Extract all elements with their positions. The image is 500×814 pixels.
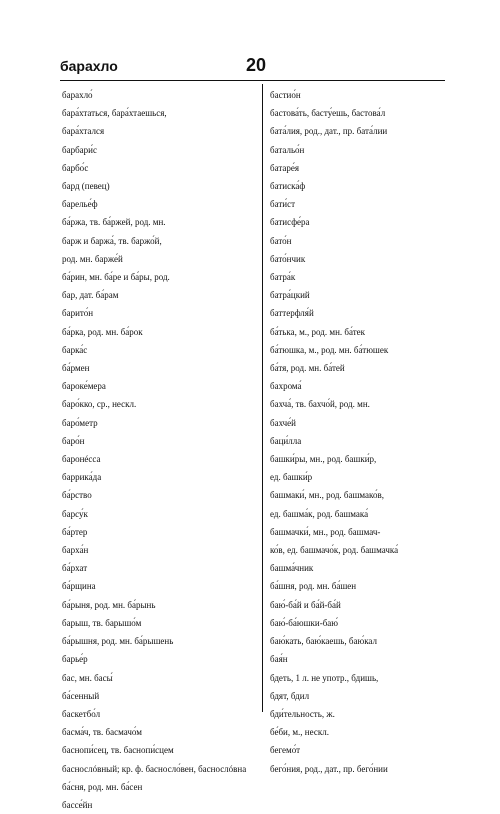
dictionary-line: род. мн. барже́й bbox=[62, 253, 123, 264]
dictionary-line: башмаки́, мн., род. башмако́в, bbox=[270, 490, 384, 501]
dictionary-line: барсу́к bbox=[62, 508, 88, 519]
dictionary-line: баррика́да bbox=[62, 472, 102, 483]
dictionary-line: бди́тельность, ж. bbox=[270, 708, 335, 719]
dictionary-line: барка́с bbox=[62, 344, 88, 355]
dictionary-line: ба́рство bbox=[62, 490, 92, 501]
dictionary-line: бассе́йн bbox=[62, 799, 93, 810]
dictionary-line: ба́рышня, род. мн. ба́рышень bbox=[62, 636, 174, 647]
dictionary-line: барито́н bbox=[62, 308, 94, 319]
dictionary-line: батра́к bbox=[270, 272, 296, 283]
dictionary-line: бата́лия, род., дат., пр. бата́лии bbox=[270, 126, 388, 137]
dictionary-line: баскетбо́л bbox=[62, 708, 101, 719]
dictionary-line: ед. башма́к, род. башмака́ bbox=[270, 508, 369, 519]
dictionary-line: бар, дат. ба́рам bbox=[62, 290, 119, 301]
dictionary-line: бароке́мера bbox=[62, 381, 106, 392]
dictionary-line: бая́н bbox=[270, 654, 288, 665]
dictionary-line: бас, мн. басы́ bbox=[62, 672, 113, 683]
dictionary-line: барелье́ф bbox=[62, 199, 98, 210]
dictionary-line: баци́лла bbox=[270, 435, 302, 446]
dictionary-line: ба́тюшка, м., род. мн. ба́тюшек bbox=[270, 344, 389, 355]
dictionary-line: ба́рмен bbox=[62, 363, 90, 374]
dictionary-line: баронéсса bbox=[62, 454, 101, 465]
dictionary-line: ба́сенный bbox=[62, 690, 100, 701]
dictionary-line: барж и баржа́, тв. баржо́й, bbox=[62, 235, 162, 246]
dictionary-line: ба́ртер bbox=[62, 526, 88, 537]
dictionary-line: ед. башки́р bbox=[270, 472, 313, 483]
dictionary-line: бе́би, м., нескл. bbox=[270, 727, 329, 738]
page-number: 20 bbox=[246, 55, 267, 75]
dictionary-line: бато́нчик bbox=[270, 253, 306, 264]
dictionary-line: бдят, бдил bbox=[270, 690, 310, 701]
dictionary-line: батаре́я bbox=[270, 162, 300, 173]
dictionary-line: бахча́, тв. бахчо́й, род. мн. bbox=[270, 399, 370, 410]
dictionary-line: басма́ч, тв. басмачо́м bbox=[62, 727, 142, 738]
dictionary-line: барыш, тв. барышо́м bbox=[62, 617, 142, 628]
dictionary-line: бастио́н bbox=[270, 90, 301, 100]
header-guide-word: барахло bbox=[60, 58, 118, 74]
dictionary-line: баснослóвный; кр. ф. басносло́вен, баснослóвна bbox=[62, 763, 247, 774]
dictionary-line: башма́чник bbox=[270, 563, 314, 574]
dictionary-line: бдеть, 1 л. не употр., бдишь, bbox=[270, 672, 379, 683]
dictionary-line: ба́рхат bbox=[62, 563, 88, 574]
dictionary-line: башки́ры, мн., род. башки́р, bbox=[270, 454, 377, 465]
dictionary-line: бахрома́ bbox=[270, 381, 302, 392]
column-divider bbox=[262, 84, 263, 712]
dictionary-line: ба́сня, род. мн. ба́сен bbox=[62, 781, 143, 792]
dictionary-line: батра́цкий bbox=[270, 290, 310, 301]
dictionary-line: бего́ния, род., дат., пр. бего́нии bbox=[270, 763, 388, 774]
left-column bbox=[62, 86, 262, 814]
dictionary-line: барбари́с bbox=[62, 144, 97, 155]
dictionary-line: баттерфля́й bbox=[270, 308, 314, 319]
dictionary-line: ба́рин, мн. ба́ре и ба́ры, род. bbox=[62, 272, 170, 283]
dictionary-line: батальо́н bbox=[270, 144, 305, 155]
dictionary-line: ба́рщина bbox=[62, 581, 96, 592]
dictionary-line: ко́в, ед. башмачо́к, род. башмачка́ bbox=[270, 545, 399, 556]
dictionary-line: бати́ст bbox=[270, 199, 296, 210]
dictionary-line: баю́-ба́й и ба́й-ба́й bbox=[270, 599, 341, 610]
dictionary-line: бард (певец) bbox=[62, 181, 110, 192]
dictionary-line: баю́-ба́юшки-баю́ bbox=[270, 617, 339, 628]
dictionary-line: ба́тя, род. мн. ба́тей bbox=[270, 363, 345, 374]
dictionary-line: ба́шня, род. мн. ба́шен bbox=[270, 581, 357, 592]
dictionary-line: батисфе́ра bbox=[270, 217, 310, 228]
dictionary-line: баро́метр bbox=[62, 417, 98, 428]
dictionary-line: ба́рка, род. мн. ба́рок bbox=[62, 326, 143, 337]
right-column bbox=[270, 86, 470, 778]
dictionary-line: бастова́ть, басту́ешь, бастова́л bbox=[270, 108, 386, 119]
dictionary-line: бахче́й bbox=[270, 417, 296, 428]
dictionary-line: башмачки́, мн., род. башмач- bbox=[270, 526, 381, 537]
dictionary-line: барахло́ bbox=[62, 90, 93, 100]
dictionary-line: ба́тька, м., род. мн. ба́тек bbox=[270, 326, 366, 337]
dictionary-line: барье́р bbox=[62, 654, 88, 665]
dictionary-line: бато́н bbox=[270, 235, 292, 246]
dictionary-line: бара́хтаться, бара́хтаешься, bbox=[62, 108, 167, 119]
dictionary-line: бегемо́т bbox=[270, 745, 301, 756]
dictionary-line: ба́ржа, тв. ба́ржей, род. мн. bbox=[62, 217, 166, 228]
dictionary-line: баро́кко, ср., нескл. bbox=[62, 399, 137, 410]
dictionary-line: барбо́с bbox=[62, 162, 89, 173]
dictionary-line: ба́рыня, род. мн. ба́рынь bbox=[62, 599, 156, 610]
dictionary-line: баснопи́сец, тв. баснопи́сцем bbox=[62, 745, 174, 756]
dictionary-line: батиска́ф bbox=[270, 181, 306, 192]
dictionary-line: баю́кать, баю́каешь, баю́кал bbox=[270, 636, 377, 647]
dictionary-line: баро́н bbox=[62, 435, 85, 446]
dictionary-line: бара́хтался bbox=[62, 126, 105, 137]
running-header bbox=[60, 55, 445, 81]
dictionary-line: барха́н bbox=[62, 545, 89, 556]
